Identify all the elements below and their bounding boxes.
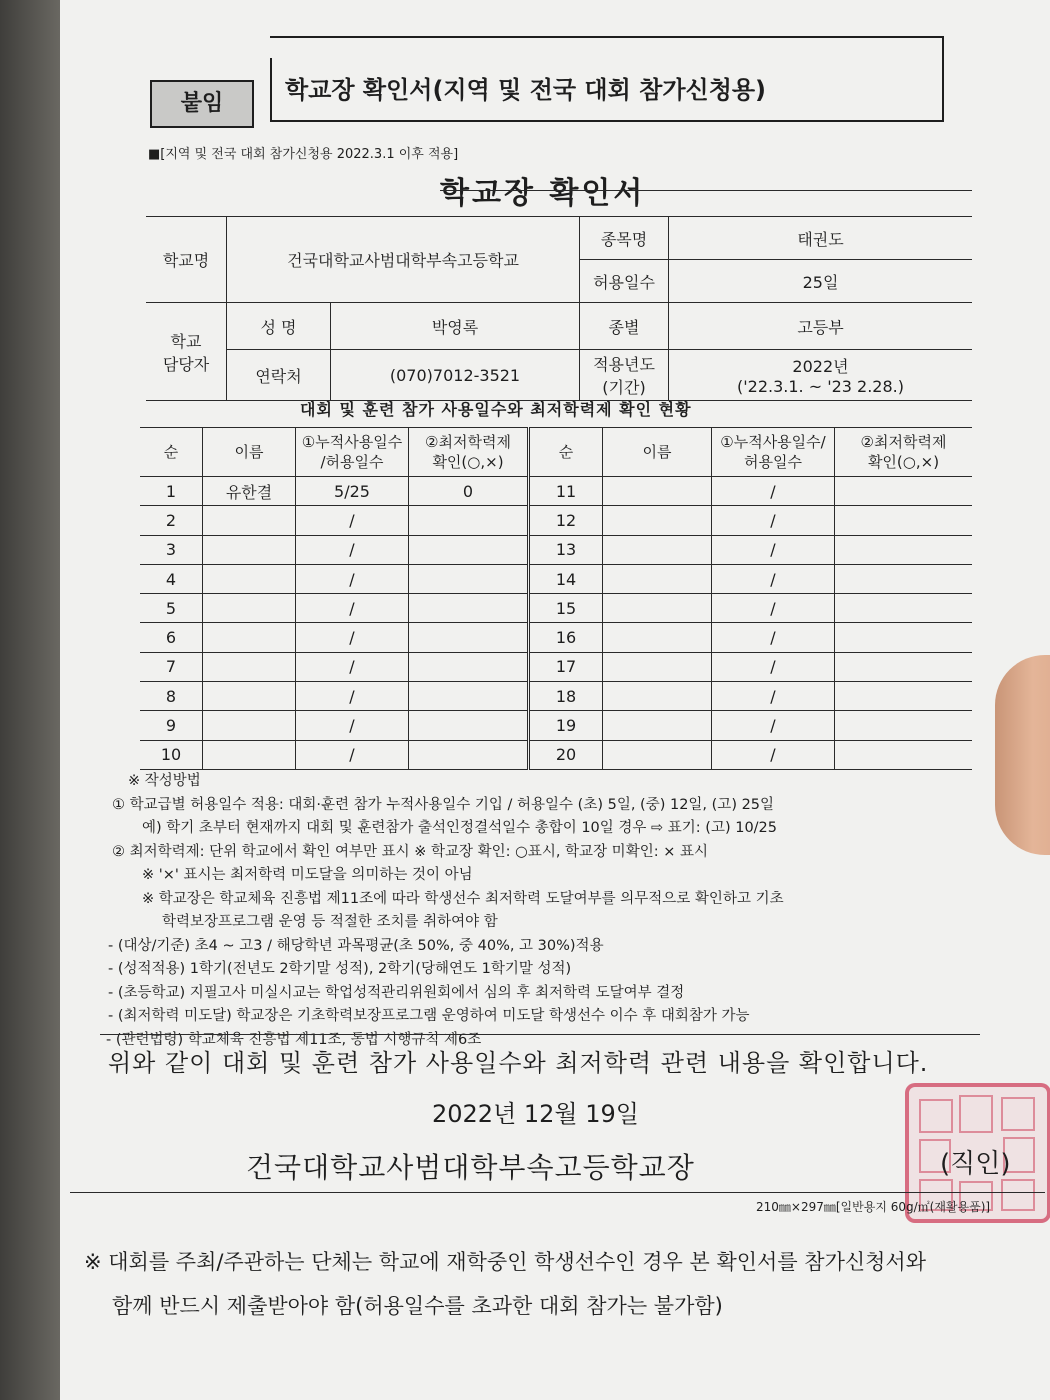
table-row — [140, 506, 972, 535]
title-rule — [440, 190, 972, 191]
cumulative-days: / — [296, 535, 409, 564]
method-line: - (초등학교) 지필고사 미실시교는 학업성적관리위원회에서 심의 후 최저학력 도달여부 결정 — [108, 984, 685, 1001]
seal-glyph — [1001, 1179, 1035, 1211]
manager-label-line1: 학교 — [170, 331, 202, 351]
method-heading: ※ 작성방법 — [128, 773, 201, 789]
cumulative-days: / — [712, 682, 835, 711]
student-name — [603, 477, 712, 506]
manager-label-line2: 담당자 — [162, 354, 210, 374]
header-min-achievement — [409, 428, 529, 477]
row-number: 17 — [529, 652, 603, 681]
min-achievement-check — [409, 682, 529, 711]
annex-label: 붙임 — [150, 80, 254, 128]
footnote — [84, 1240, 926, 1328]
name-label: 성 명 — [227, 303, 331, 350]
contact-value: (070)7012-3521 — [331, 350, 580, 401]
event-label: 종목명 — [580, 217, 669, 260]
year-label-line1: 적용년도 — [593, 355, 655, 374]
footnote-line2: 함께 반드시 제출받아야 함(허용일수를 초과한 대회 참가는 불가함) — [112, 1294, 723, 1318]
name-value: 박영록 — [331, 303, 580, 350]
paper-size-note: 210㎜×297㎜[일반용지 60g/㎡(재활용품)] — [756, 1200, 991, 1214]
min-achievement-check — [835, 506, 973, 535]
usage-header-row — [140, 428, 972, 477]
table-row — [140, 594, 972, 623]
header-min-right-line2: 확인(○,×) — [867, 453, 940, 471]
footnote-line1: ※ 대회를 주최/주관하는 단체는 학교에 재학중인 학생선수인 경우 본 확인서를 참가신청서와 — [84, 1250, 927, 1274]
header-no-right: 순 — [529, 428, 603, 477]
row-number: 16 — [529, 623, 603, 652]
student-name — [603, 564, 712, 593]
min-achievement-check: 0 — [409, 477, 529, 506]
allowed-days-value: 25일 — [669, 260, 973, 303]
student-name — [603, 652, 712, 681]
principal-name: 건국대학교사범대학부속고등학교장 — [246, 1151, 695, 1184]
cumulative-days: / — [712, 564, 835, 593]
method-line: ※ '×' 표시는 최저학력 미도달을 의미하는 것이 아님 — [142, 867, 473, 883]
min-achievement-check — [835, 535, 973, 564]
cumulative-days: / — [296, 740, 409, 769]
status-title: 대회 및 훈련 참가 사용일수와 최저학력제 확인 현황 — [300, 400, 692, 419]
method-line: ※ 학교장은 학교체육 진흥법 제11조에 따라 학생선수 최저학력 도달여부를 의무적으로 확인하고 기초 — [142, 890, 784, 907]
header-name-right: 이름 — [603, 428, 712, 477]
row-number: 4 — [140, 564, 203, 593]
method-line: 학력보장프로그램 운영 등 적절한 조치를 취하여야 함 — [162, 914, 498, 930]
year-value-line1: 2022년 — [792, 357, 849, 376]
year-label — [580, 350, 669, 401]
header-name: 이름 — [203, 428, 296, 477]
applicability-note: ■[지역 및 전국 대회 참가신청용 2022.3.1 이후 적용] — [148, 147, 459, 162]
min-achievement-check — [409, 623, 529, 652]
table-row — [140, 477, 972, 506]
student-name — [603, 711, 712, 740]
document-title: 학교장 확인서(지역 및 전국 대회 참가신청용) — [285, 76, 767, 104]
header-min-line1: ②최저학력제 — [425, 433, 511, 451]
division-value: 고등부 — [669, 303, 973, 350]
min-achievement-check — [835, 652, 973, 681]
student-name: 유한결 — [203, 477, 296, 506]
student-name — [603, 682, 712, 711]
min-achievement-check — [409, 711, 529, 740]
header-cumulative-right — [712, 428, 835, 477]
method-line: - (관련법령) 학교체육 진흥법 제11조, 동법 시행규칙 제6조 — [106, 1031, 482, 1048]
cumulative-days: / — [712, 623, 835, 652]
min-achievement-check — [835, 682, 973, 711]
min-achievement-check — [835, 711, 973, 740]
event-value: 태권도 — [669, 217, 973, 260]
divider — [70, 1192, 1045, 1193]
cumulative-days: / — [296, 623, 409, 652]
cumulative-days: / — [712, 652, 835, 681]
header-no: 순 — [140, 428, 203, 477]
table-row — [140, 682, 972, 711]
student-name — [203, 535, 296, 564]
cumulative-days: / — [296, 682, 409, 711]
confirmation-statement: 위와 같이 대회 및 훈련 참가 사용일수와 최저학력 관련 내용을 확인합니다. — [108, 1049, 929, 1077]
min-achievement-check — [409, 506, 529, 535]
row-number: 3 — [140, 535, 203, 564]
header-min-achievement-right — [835, 428, 973, 477]
row-number: 6 — [140, 623, 203, 652]
min-achievement-check — [835, 623, 973, 652]
student-name — [203, 711, 296, 740]
table-row — [140, 535, 972, 564]
method-line: - (대상/기준) 초4 ~ 고3 / 해당학년 과목평균(초 50%, 중 40%, 고 30%)적용 — [108, 937, 604, 954]
seal-glyph — [1001, 1097, 1035, 1131]
usage-table — [140, 427, 972, 770]
header-cumulative-line1: ①누적사용일수 — [301, 433, 403, 451]
method-line: ② 최저학력제: 단위 학교에서 확인 여부만 표시 ※ 학교장 확인: ○표시, 학교장 미확인: × 표시 — [112, 843, 708, 860]
row-number: 18 — [529, 682, 603, 711]
header-cumulative-right-line1: ①누적사용일수/ — [720, 433, 826, 451]
student-name — [603, 535, 712, 564]
min-achievement-check — [409, 535, 529, 564]
writing-method — [106, 770, 992, 1052]
cumulative-days: / — [712, 711, 835, 740]
row-number: 19 — [529, 711, 603, 740]
header-cumulative — [296, 428, 409, 477]
table-row — [140, 623, 972, 652]
school-name: 건국대학교사범대학부속고등학교 — [227, 217, 580, 303]
student-name — [203, 623, 296, 652]
main-title: 학교장 확인서 — [440, 176, 646, 211]
header-cumulative-right-line2: 허용일수 — [744, 453, 802, 471]
header-cumulative-line2: /허용일수 — [320, 453, 384, 471]
row-number: 11 — [529, 477, 603, 506]
student-name — [603, 623, 712, 652]
student-name — [203, 652, 296, 681]
allowed-days-label: 허용일수 — [580, 260, 669, 303]
table-row — [140, 740, 972, 769]
student-name — [603, 506, 712, 535]
row-number: 1 — [140, 477, 203, 506]
cumulative-days: / — [712, 740, 835, 769]
student-name — [203, 506, 296, 535]
student-name — [203, 682, 296, 711]
student-name — [603, 740, 712, 769]
table-row — [140, 564, 972, 593]
row-number: 10 — [140, 740, 203, 769]
school-label: 학교명 — [146, 217, 227, 303]
min-achievement-check — [409, 652, 529, 681]
row-number: 13 — [529, 535, 603, 564]
background-shadow — [0, 0, 62, 1400]
row-number: 9 — [140, 711, 203, 740]
row-number: 15 — [529, 594, 603, 623]
min-achievement-check — [835, 740, 973, 769]
cumulative-days: / — [296, 594, 409, 623]
row-number: 7 — [140, 652, 203, 681]
cumulative-days: 5/25 — [296, 477, 409, 506]
row-number: 8 — [140, 682, 203, 711]
table-row — [140, 652, 972, 681]
header-min-line2: 확인(○,×) — [432, 453, 504, 471]
row-number: 12 — [529, 506, 603, 535]
student-name — [203, 740, 296, 769]
cumulative-days: / — [712, 535, 835, 564]
year-label-line2: (기간) — [602, 378, 646, 397]
year-value — [669, 350, 973, 401]
min-achievement-check — [409, 594, 529, 623]
method-line: - (최저학력 미도달) 학교장은 기초학력보장프로그램 운영하여 미도달 학생선수 이수 후 대회참가 가능 — [108, 1008, 750, 1024]
issue-date: 2022년 12월 19일 — [432, 1100, 639, 1128]
min-achievement-check — [835, 594, 973, 623]
row-number: 2 — [140, 506, 203, 535]
cumulative-days: / — [712, 477, 835, 506]
cumulative-days: / — [712, 506, 835, 535]
seal-label: (직인) — [940, 1149, 1011, 1179]
seal-glyph — [959, 1095, 993, 1133]
min-achievement-check — [409, 564, 529, 593]
row-number: 14 — [529, 564, 603, 593]
method-line: ① 학교급별 허용일수 적용: 대회·훈련 참가 누적사용일수 기입 / 허용일수 (초) 5일, (중) 12일, (고) 25일 — [112, 796, 775, 813]
min-achievement-check — [835, 564, 973, 593]
cumulative-days: / — [296, 711, 409, 740]
student-name — [203, 594, 296, 623]
min-achievement-check — [409, 740, 529, 769]
student-name — [603, 594, 712, 623]
manager-label — [146, 303, 227, 401]
cumulative-days: / — [296, 652, 409, 681]
thumb — [995, 655, 1050, 855]
cumulative-days: / — [296, 564, 409, 593]
min-achievement-check — [835, 477, 973, 506]
cumulative-days: / — [712, 594, 835, 623]
row-number: 5 — [140, 594, 203, 623]
method-line: 예) 학기 초부터 현재까지 대회 및 훈련참가 출석인정결석일수 총합이 10일 경우 ⇨ 표기: (고) 10/25 — [142, 820, 778, 836]
header-min-right-line1: ②최저학력제 — [860, 433, 947, 451]
method-line: - (성적적용) 1학기(전년도 2학기말 성적), 2학기(당해연도 1학기말 성적) — [108, 961, 572, 977]
cumulative-days: / — [296, 506, 409, 535]
division-label: 종별 — [580, 303, 669, 350]
table-row — [140, 711, 972, 740]
info-table — [146, 216, 972, 401]
seal-glyph — [919, 1099, 953, 1133]
contact-label: 연락처 — [227, 350, 331, 401]
year-value-line2: ('22.3.1. ~ '23 2.28.) — [737, 377, 904, 396]
row-number: 20 — [529, 740, 603, 769]
student-name — [203, 564, 296, 593]
divider — [100, 1034, 980, 1035]
